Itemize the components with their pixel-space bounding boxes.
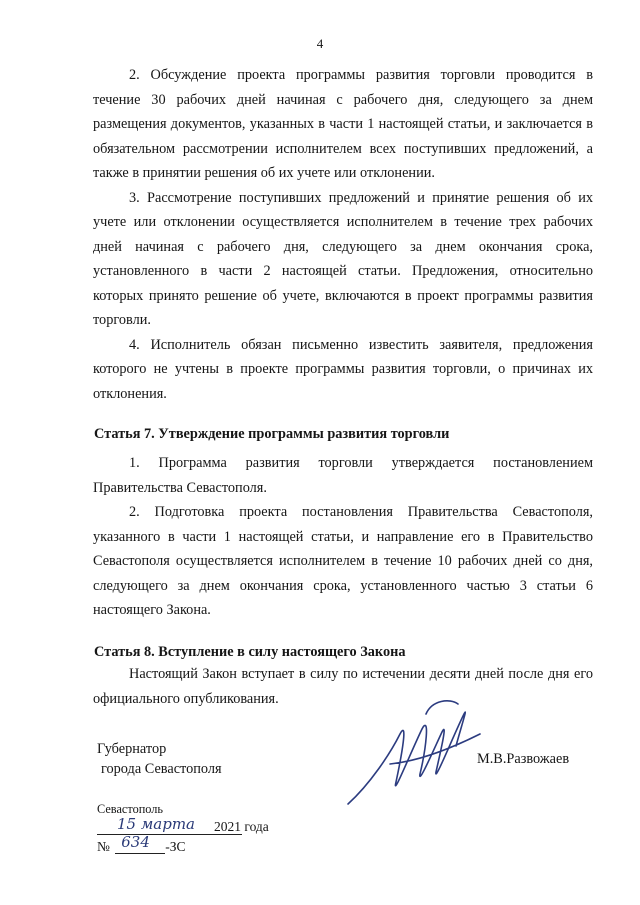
- paragraph: 2. Подготовка проекта постановления Правительства Севастополя, указанного в части 1 настоящей статьи, и направление его в Правительство Севастополя осуществляется исполнителем в течение 10 рабочих дней со дня, следующего за днем окончания срока, установленного частью 3 статьи 6 настоящего Закона.: [93, 504, 593, 618]
- number-prefix: №: [97, 839, 110, 854]
- signatory-title-line1: Губернатор: [97, 741, 167, 757]
- issue-place: Севастополь: [97, 802, 164, 816]
- paragraph: 3. Рассмотрение поступивших предложений и принятие решения об их учете или отклонении осуществляется исполнителем в течение трех рабочих дней начиная с рабочего дня, следующего за днем окончания срока, установленного в части 2 настоящей статьи. Предложения, относительно которых принято решение об учете, включаются в проект программы развития торговли.: [93, 189, 593, 328]
- article-6-continuation: [93, 63, 593, 406]
- article-7-body: [93, 451, 593, 623]
- law-number: [97, 833, 186, 855]
- article-8-heading: Статья 8. Вступление в силу настоящего Закона: [94, 644, 406, 660]
- handwritten-number: 634: [121, 833, 150, 851]
- paragraph: 4. Исполнитель обязан письменно известить заявителя, предложения которого не учтены в проекте программы развития торговли, о причинах их отклонения.: [93, 336, 593, 402]
- handwritten-date: 15 марта: [117, 815, 196, 833]
- paragraph: 1. Программа развития торговли утверждается постановлением Правительства Севастополя.: [93, 455, 593, 496]
- signatory-name: М.В.Развожаев: [477, 751, 570, 767]
- paragraph: 2. Обсуждение проекта программы развития торговли проводится в течение 30 рабочих дней начиная с рабочего дня, следующего за днем размещения документов, указанных в части 1 настоящей статьи, и заключается в обязательном рассмотрении исполнителем всех поступивших предложений, а также в принятии решения об их учете или отклонении.: [93, 67, 593, 181]
- signatory-title: [97, 739, 222, 779]
- issue-year: 2021 года: [214, 819, 269, 834]
- page-number: 4: [316, 36, 324, 51]
- signatory-title-line2: города Севастополя: [101, 761, 222, 777]
- number-field: [113, 833, 165, 855]
- number-suffix: -ЗС: [165, 839, 186, 854]
- paragraph: Настоящий Закон вступает в силу по истечении десяти дней после дня его официального опубликования.: [93, 666, 593, 707]
- handwritten-signature: [330, 694, 490, 814]
- article-7-heading: Статья 7. Утверждение программы развития торговли: [94, 426, 450, 442]
- number-underline: [115, 853, 165, 854]
